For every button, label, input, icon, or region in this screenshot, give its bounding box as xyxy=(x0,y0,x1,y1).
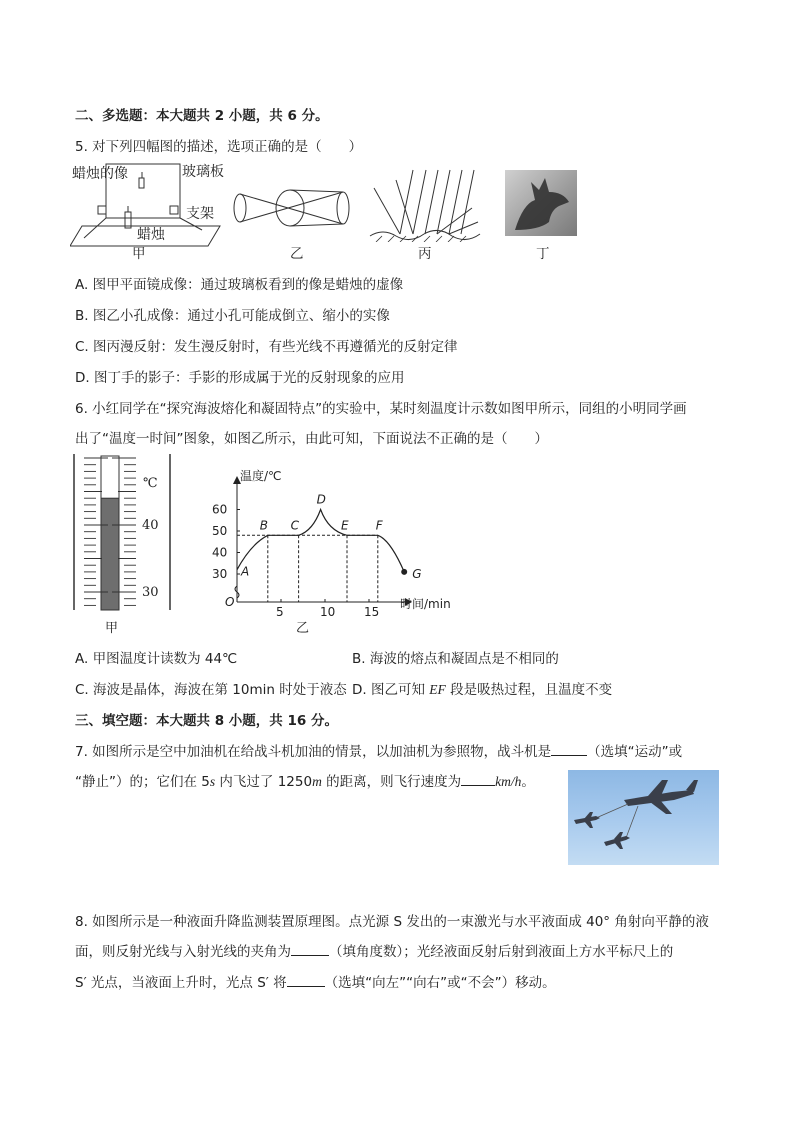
point-label-a: A xyxy=(241,564,250,579)
figure-jia-thermometer xyxy=(70,450,180,615)
x-tick-label: 5 xyxy=(276,605,284,619)
question-6-stem-line1: 6. 小红同学在“探究海波熔化和凝固特点”的实验中，某时刻温度计示数如图甲所示，同组的小明同学画 xyxy=(75,401,687,417)
question-8-line3 xyxy=(75,971,556,991)
q8-line2-pre: 面，则反射光线与入射光线的夹角为 xyxy=(75,944,291,960)
x-tick-label: 15 xyxy=(364,605,380,619)
point-label-g: G xyxy=(412,566,422,581)
caption-chart-yi: 乙 xyxy=(296,621,310,636)
question-7-line2 xyxy=(75,770,535,790)
y-tick-label: 50 xyxy=(212,524,228,538)
point-label-c: C xyxy=(290,518,299,533)
point-label-e: E xyxy=(341,518,349,533)
point-g-dot xyxy=(401,569,407,575)
figure-ding-hand-shadow-photo xyxy=(505,170,577,236)
q5-option-a: A. 图甲平面镜成像：通过玻璃板看到的像是蜡烛的虚像 xyxy=(75,277,404,293)
q5-option-c: C. 图丙漫反射：发生漫反射时，有些光线不再遵循光的反射定律 xyxy=(75,339,458,355)
aerial-refueling-photo xyxy=(568,770,719,865)
label-candle-image: 蜡烛的像 xyxy=(72,166,128,182)
label-glass-plate: 玻璃板 xyxy=(182,164,224,180)
q7-line2-mid2: 的距离，则飞行速度为 xyxy=(321,774,462,790)
section-title-multiple-choice: 二、多选题：本大题共 2 小题，共 6 分。 xyxy=(75,108,329,124)
figure-yi-pinhole xyxy=(228,186,358,232)
q7-unit-kmh: km/h xyxy=(495,774,522,789)
y-tick-label: 40 xyxy=(212,545,228,560)
q7-line2-pre: “静止”）的；它们在 5 xyxy=(75,774,210,790)
y-tick-label: 30 xyxy=(212,567,228,581)
q8-blank-angle[interactable] xyxy=(291,941,329,956)
q8-line2-post: （填角度数）；光经液面反射后射到液面上方水平标尺上的 xyxy=(329,944,674,960)
caption-thermometer-jia: 甲 xyxy=(105,621,119,636)
q7-unit-s: s xyxy=(209,774,216,789)
q6-option-d-post: 段是吸热过程，且温度不变 xyxy=(445,682,613,698)
point-label-b: B xyxy=(259,518,269,533)
thermometer-label-40: 40 xyxy=(142,518,159,533)
q8-blank-direction[interactable] xyxy=(287,972,325,987)
thermometer-unit: ℃ xyxy=(143,476,158,491)
point-label-d: D xyxy=(316,492,326,507)
temperature-time-chart xyxy=(200,462,470,632)
origin-label: O xyxy=(225,595,235,609)
caption-bing: 丙 xyxy=(418,246,432,262)
q5-option-b: B. 图乙小孔成像：通过小孔可能成倒立、缩小的实像 xyxy=(75,308,390,324)
x-axis-label: 时间/min xyxy=(400,597,451,611)
caption-ding: 丁 xyxy=(536,246,550,262)
q7-blank-speed[interactable] xyxy=(461,771,495,786)
q5-option-d: D. 图丁手的影子：手影的形成属于光的反射现象的应用 xyxy=(75,370,405,386)
q7-line2-mid: 内飞过了 1250 xyxy=(215,774,313,790)
q8-line3-pre: S′ 光点，当液面上升时，光点 S′ 将 xyxy=(75,975,287,991)
q6-option-b: B. 海波的熔点和凝固点是不相同的 xyxy=(352,651,559,667)
figure-bing-diffuse-reflection xyxy=(368,168,483,242)
q6-option-a: A. 甲图温度计读数为 44℃ xyxy=(75,651,238,667)
q6-option-d xyxy=(352,678,612,698)
question-6-stem-line2: 出了“温度一时间”图象，如图乙所示，由此可知，下面说法不正确的是（ ） xyxy=(75,431,548,447)
label-candle: 蜡烛 xyxy=(137,227,165,243)
x-tick-label: 10 xyxy=(320,605,336,619)
q7-line1-post: （选填“运动”或 xyxy=(587,744,683,760)
question-8-line1: 8. 如图所示是一种液面升降监测装置原理图。点光源 S 发出的一束激光与水平液面成 40° 角射向平静的液 xyxy=(75,914,709,930)
q6-option-c: C. 海波是晶体，海波在第 10min 时处于液态 xyxy=(75,682,347,698)
caption-jia: 甲 xyxy=(132,246,146,262)
thermometer-label-30: 30 xyxy=(142,585,159,600)
question-8-line2 xyxy=(75,940,673,960)
q7-unit-m: m xyxy=(312,774,322,789)
q7-line2-end: 。 xyxy=(521,774,535,790)
question-5-stem: 5. 对下列四幅图的描述，选项正确的是（ ） xyxy=(75,139,363,155)
question-7-line1 xyxy=(75,740,682,760)
q8-line3-post: （选填“向左”“向右”或“不会”）移动。 xyxy=(324,975,556,991)
section-title-fill-in: 三、填空题：本大题共 8 小题，共 16 分。 xyxy=(75,713,338,729)
y-tick-label: 60 xyxy=(212,502,228,517)
point-label-f: F xyxy=(375,518,383,533)
q6-option-d-pre: D. 图乙可知 xyxy=(352,682,430,698)
q6-option-d-segment: EF xyxy=(429,682,446,697)
q7-line1-pre: 7. 如图所示是空中加油机在给战斗机加油的情景，以加油机为参照物，战斗机是 xyxy=(75,744,552,760)
q7-blank-motion[interactable] xyxy=(551,741,587,756)
label-stand: 支架 xyxy=(186,206,214,222)
y-axis-label: 温度/℃ xyxy=(240,469,282,483)
thermometer-liquid-column xyxy=(101,498,119,610)
caption-yi: 乙 xyxy=(290,246,304,262)
